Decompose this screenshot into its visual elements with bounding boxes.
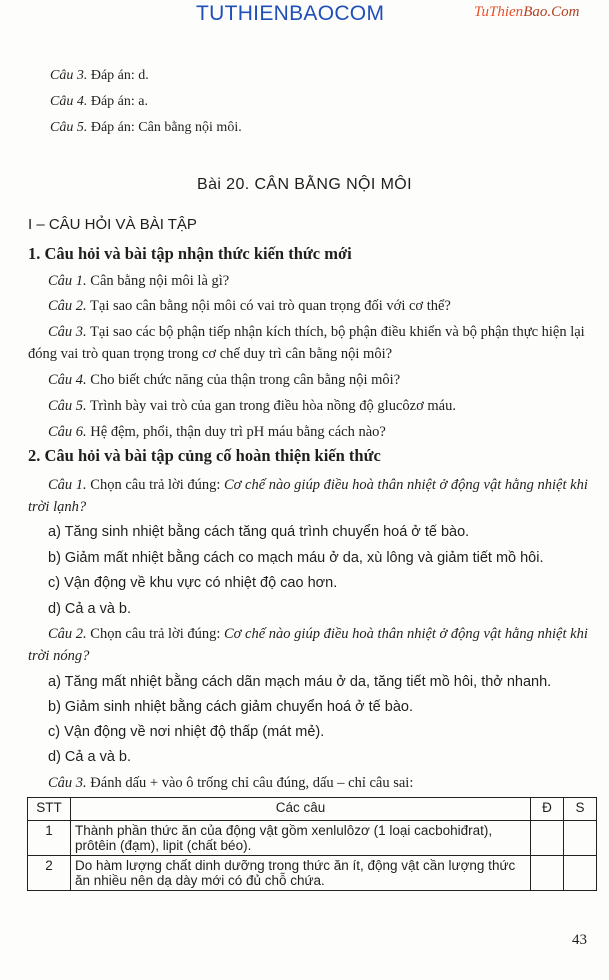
question-text: Cân bằng nội môi là gì? (86, 273, 230, 289)
question-lead: Chọn câu trả lời đúng: (86, 477, 225, 493)
question-label: Câu 3. (48, 775, 87, 791)
header-false: S (564, 798, 597, 821)
question-text: Hệ đệm, phổi, thận duy trì pH máu bằng cách nào? (86, 424, 386, 440)
question-label: Câu 5. (48, 398, 87, 414)
true-false-table (27, 797, 597, 891)
table-header-row (28, 798, 597, 821)
question (28, 623, 594, 667)
question-text: Cho biết chức năng của thận trong cân bằng nội môi? (86, 372, 401, 388)
header-stt: STT (28, 798, 71, 821)
question (28, 369, 594, 391)
part1-heading: 1. Câu hỏi và bài tập nhận thức kiến thức mới (28, 244, 352, 263)
row-number: 1 (28, 821, 71, 856)
false-cell[interactable] (564, 856, 597, 891)
site-logo (474, 4, 579, 21)
option: a) Tăng mất nhiệt bằng cách dãn mạch máu ở da, tăng tiết mồ hôi, thở nhanh. (48, 674, 552, 690)
option: b) Giảm mất nhiệt bằng cách co mạch máu ở da, xù lông và giảm tiết mồ hôi. (48, 550, 544, 566)
row-statement: Thành phần thức ăn của động vật gồm xenlulôzơ (1 loại cacbohiđrat), prôtêin (đạm), lipit (chất béo). (71, 821, 531, 856)
answer-text: Đáp án: Cân bằng nội môi. (87, 120, 242, 135)
answer-label: Câu 4. (50, 94, 88, 109)
table-row (28, 856, 597, 891)
answer-line (50, 67, 149, 85)
true-cell[interactable] (531, 856, 564, 891)
option: b) Giảm sinh nhiệt bằng cách giảm chuyển hoá ở tế bào. (48, 699, 413, 715)
answer-text: Đáp án: a. (87, 94, 148, 109)
option: c) Vận động về nơi nhiệt độ thấp (mát mẻ). (48, 724, 325, 740)
question-text: Trình bày vai trò của gan trong điều hòa nồng độ glucôzơ máu. (86, 398, 456, 414)
answer-label: Câu 5. (50, 120, 88, 135)
question-text: Tại sao cân bằng nội môi có vai trò quan trọng đối với cơ thể? (86, 298, 451, 314)
page-number: 43 (572, 932, 587, 948)
false-cell[interactable] (564, 821, 597, 856)
header-true: Đ (531, 798, 564, 821)
question-label: Câu 1. (48, 273, 87, 289)
part2-heading: 2. Câu hỏi và bài tập củng cố hoàn thiện kiến thức (28, 446, 381, 465)
question (28, 421, 594, 443)
logo-part-1: TuThien (474, 4, 524, 20)
site-header: TUTHIENBAOCOM (196, 2, 385, 25)
option: c) Vận động về khu vực có nhiệt độ cao hơn. (48, 575, 338, 591)
true-cell[interactable] (531, 821, 564, 856)
option: a) Tăng sinh nhiệt bằng cách tăng quá trình chuyển hoá ở tế bào. (48, 524, 470, 540)
answer-line (50, 93, 148, 111)
answer-label: Câu 3. (50, 68, 88, 83)
section-heading: I – CÂU HỎI VÀ BÀI TẬP (28, 216, 197, 233)
table-row (28, 821, 597, 856)
question (28, 474, 594, 518)
row-number: 2 (28, 856, 71, 891)
question-label: Câu 2. (48, 298, 87, 314)
question (28, 395, 594, 417)
answer-text: Đáp án: d. (87, 68, 149, 83)
question-prompt: Cơ chế nào giúp điều hoà thân nhiệt ở động vật hằng nhiệt khi trời nóng? (28, 626, 588, 664)
question-label: Câu 3. (48, 324, 87, 340)
answer-line (50, 119, 242, 137)
option: d) Cả a và b. (48, 749, 132, 765)
question-label: Câu 2. (48, 626, 87, 642)
question (28, 270, 594, 292)
question (28, 295, 594, 317)
question-label: Câu 4. (48, 372, 87, 388)
question (28, 772, 594, 794)
question-prompt: Cơ chế nào giúp điều hoà thân nhiệt ở động vật hằng nhiệt khi trời lạnh? (28, 477, 588, 515)
question-lead: Chọn câu trả lời đúng: (86, 626, 225, 642)
question-label: Câu 6. (48, 424, 87, 440)
option: d) Cả a và b. (48, 601, 132, 617)
row-statement: Do hàm lượng chất dinh dưỡng trong thức ăn ít, động vật cần lượng thức ăn nhiều nên dạ dày mới có đủ chỗ chứa. (71, 856, 531, 891)
logo-part-2: Bao.Com (523, 4, 580, 20)
question (28, 321, 594, 365)
lesson-title: Bài 20. CÂN BẰNG NỘI MÔI (197, 176, 412, 193)
question-text: Đánh dấu + vào ô trống chỉ câu đúng, dấu – chỉ câu sai: (86, 775, 414, 791)
question-text: Tại sao các bộ phận tiếp nhận kích thích, bộ phận điều khiển và bộ phận thực hiện lại đóng vai trò quan trọng trong cơ chế duy trì cân bằng nội môi? (28, 324, 585, 362)
header-statement: Các câu (71, 798, 531, 821)
question-label: Câu 1. (48, 477, 87, 493)
